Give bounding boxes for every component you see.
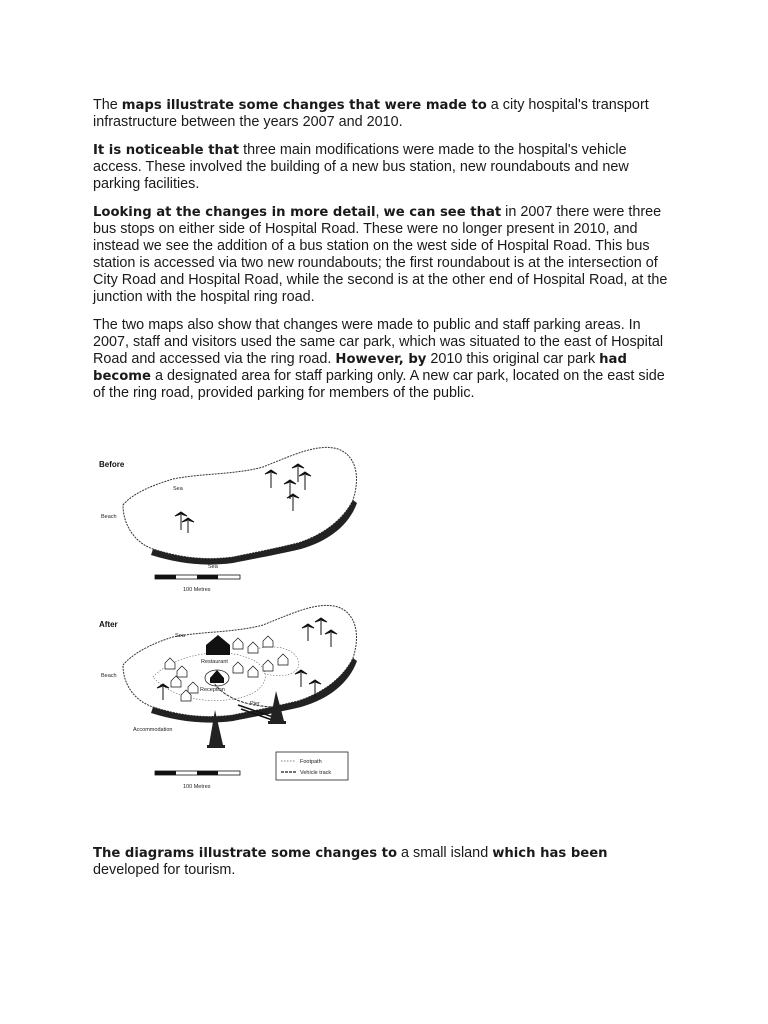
bold-phrase: we can see that: [383, 205, 502, 220]
after-sea-label: Sea: [175, 633, 185, 639]
reception-label: Reception: [200, 687, 225, 693]
before-island-outline: [123, 447, 357, 558]
island-maps-figure: [93, 415, 363, 805]
essay-text: [93, 97, 673, 413]
legend-vehicle-label: Vehicle track: [300, 770, 332, 776]
bold-phrase: The diagrams illustrate some changes to: [93, 846, 398, 861]
island-maps-svg: [93, 415, 363, 805]
after-map: [99, 605, 357, 790]
before-scale-label: 100 Metres: [183, 587, 211, 593]
paragraph-bus-changes: [93, 204, 673, 306]
text-run: a small island: [397, 845, 493, 861]
paragraph-parking-changes: [93, 317, 673, 402]
map-legend: [276, 752, 348, 780]
text-run: a designated area for staff parking only. A new car park, located on the east side of the ring road, provided parking for members of the public.: [93, 368, 665, 401]
after-label: After: [99, 620, 118, 629]
before-map: [99, 447, 357, 593]
figure-caption: [93, 845, 673, 879]
text-run: The: [93, 97, 122, 113]
after-scale-bar: [155, 771, 240, 790]
restaurant-label: Restaurant: [201, 659, 228, 665]
text-run: in 2007 there were three bus stops on either side of Hospital Road. These were no longer present in 2010, and instead we see the addition of a bus station on the west side of Hospital Road. This bus station is accessed via two new roundabouts; the first roundabout is at the intersection of City Road and Hospital Road, while the second is at the other end of Hospital Road, at the junction with the hospital ring road.: [93, 204, 668, 305]
text-run: ,: [375, 204, 384, 220]
after-beach-label: Beach: [101, 673, 117, 679]
text-run: The two maps also show that changes were made to public and staff parking areas. In 2007, staff and visitors used the same car park, which was situated to the east of Hospital Road and accessed via the ring road.: [93, 317, 664, 367]
after-scale-label: 100 Metres: [183, 784, 211, 790]
bold-phrase: had become: [93, 352, 627, 384]
bold-phrase: It is noticeable that: [93, 143, 240, 158]
before-beach-label: Beach: [101, 514, 117, 520]
legend-footpath-label: Footpath: [300, 759, 322, 765]
accommodation-label: Accommodation: [133, 727, 173, 733]
before-scale-bar: [155, 575, 240, 593]
paragraph-overview: [93, 142, 673, 193]
text-run: a city hospital's transport infrastructure between the years 2007 and 2010.: [93, 97, 649, 130]
bold-phrase: Looking at the changes in more detail: [93, 205, 376, 220]
text-run: developed for tourism.: [93, 862, 236, 878]
before-label: Before: [99, 460, 125, 469]
text-run: 2010 this original car park: [426, 351, 600, 367]
text-run: three main modifications were made to the hospital's vehicle access. These involved the building of a new bus station, new roundabouts and new parking facilities.: [93, 142, 629, 192]
bold-phrase: However, by: [335, 352, 427, 367]
paragraph-intro: [93, 97, 673, 131]
before-sea-label-south: Sea: [208, 564, 218, 570]
before-sea-label: Sea: [173, 486, 183, 492]
bold-phrase: maps illustrate some changes that were made to: [121, 98, 487, 113]
bold-phrase: which has been: [492, 846, 608, 861]
pier-label: Pier: [250, 701, 260, 707]
